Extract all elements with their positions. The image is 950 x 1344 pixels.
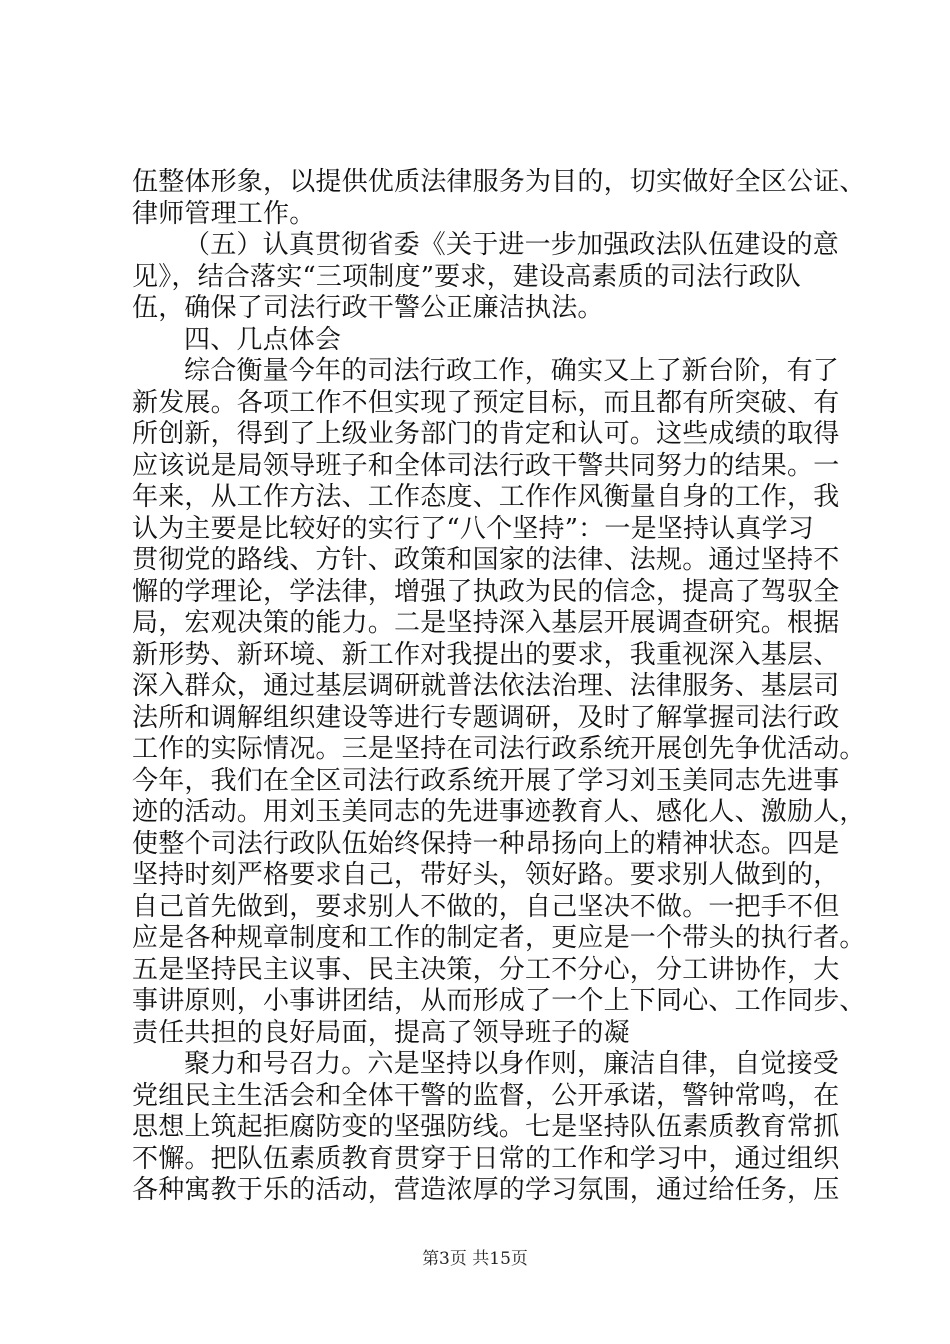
text-line: 年来，从工作方法、工作态度、工作作风衡量自身的工作，我 xyxy=(132,482,840,512)
text-line: 事讲原则，小事讲团结，从而形成了一个上下同心、工作同步、 xyxy=(132,986,866,1016)
text-line: 责任共担的良好局面，提高了领导班子的凝 xyxy=(132,1017,630,1048)
text-line: 深入群众，通过基层调研就普法依法治理、法律服务、基层司 xyxy=(132,671,840,701)
document-body xyxy=(132,167,866,1207)
text-line: 伍，确保了司法行政干警公正廉洁执法。 xyxy=(132,293,604,323)
text-line: 各种寓教于乐的活动，营造浓厚的学习氛围，通过给任务，压 xyxy=(132,1175,840,1205)
text-line: 见》，结合落实“三项制度”要求，建设高素质的司法行政队 xyxy=(132,261,801,292)
text-line: 贯彻党的路线、方针、政策和国家的法律、法规。通过坚持不 xyxy=(132,545,840,575)
text-line: 懈的学理论，学法律，增强了执政为民的信念，提高了驾驭全 xyxy=(132,576,840,607)
text-line: 不懈。把队伍素质教育贯穿于日常的工作和学习中，通过组织 xyxy=(132,1143,840,1174)
text-line: 局，宏观决策的能力。二是坚持深入基层开展调查研究。根据 xyxy=(132,608,840,638)
text-line: 伍整体形象，以提供优质法律服务为目的，切实做好全区公证、 xyxy=(132,167,866,197)
text-line: 今年，我们在全区司法行政系统开展了学习刘玉美同志先进事 xyxy=(132,765,840,796)
text-line: 认为主要是比较好的实行了“八个坚持”：一是坚持认真学习 xyxy=(132,513,814,544)
page-footer: 第3页 共15页 xyxy=(422,1249,528,1269)
text-line: 律师管理工作。 xyxy=(132,198,316,229)
text-line: 法所和调解组织建设等进行专题调研，及时了解掌握司法行政 xyxy=(132,702,840,733)
text-line: 综合衡量今年的司法行政工作，确实又上了新台阶，有了 xyxy=(184,356,840,386)
text-line: 新发展。各项工作不但实现了预定目标，而且都有所突破、有 xyxy=(132,387,840,418)
text-line: 五是坚持民主议事、民主决策，分工不分心，分工讲协作，大 xyxy=(132,954,840,985)
text-line: 聚力和号召力。六是坚持以身作则，廉洁自律，自觉接受 xyxy=(184,1049,840,1079)
text-line: 坚持时刻严格要求自己，带好头，领好路。要求别人做到的， xyxy=(132,860,840,890)
text-line: 思想上筑起拒腐防变的坚强防线。七是坚持队伍素质教育常抓 xyxy=(132,1112,840,1142)
text-line: 应该说是局领导班子和全体司法行政干警共同努力的结果。一 xyxy=(132,450,840,481)
text-line: 迹的活动。用刘玉美同志的先进事迹教育人、感化人、激励人， xyxy=(132,797,866,827)
text-line: 自己首先做到，要求别人不做的，自己坚决不做。一把手不但 xyxy=(132,891,840,922)
text-line: 工作的实际情况。三是坚持在司法行政系统开展创先争优活动。 xyxy=(132,734,866,764)
text-line: 新形势、新环境、新工作对我提出的要求，我重视深入基层、 xyxy=(132,639,840,670)
text-line: 应是各种规章制度和工作的制定者，更应是一个带头的执行者。 xyxy=(132,923,866,953)
text-line: 四、几点体会 xyxy=(184,324,342,355)
text-line: 所创新，得到了上级业务部门的肯定和认可。这些成绩的取得 xyxy=(132,419,840,449)
text-line: （五）认真贯彻省委《关于进一步加强政法队伍建设的意 xyxy=(184,230,840,260)
text-line: 党组民主生活会和全体干警的监督，公开承诺，警钟常鸣，在 xyxy=(132,1080,840,1111)
text-line: 使整个司法行政队伍始终保持一种昂扬向上的精神状态。四是 xyxy=(132,828,840,859)
